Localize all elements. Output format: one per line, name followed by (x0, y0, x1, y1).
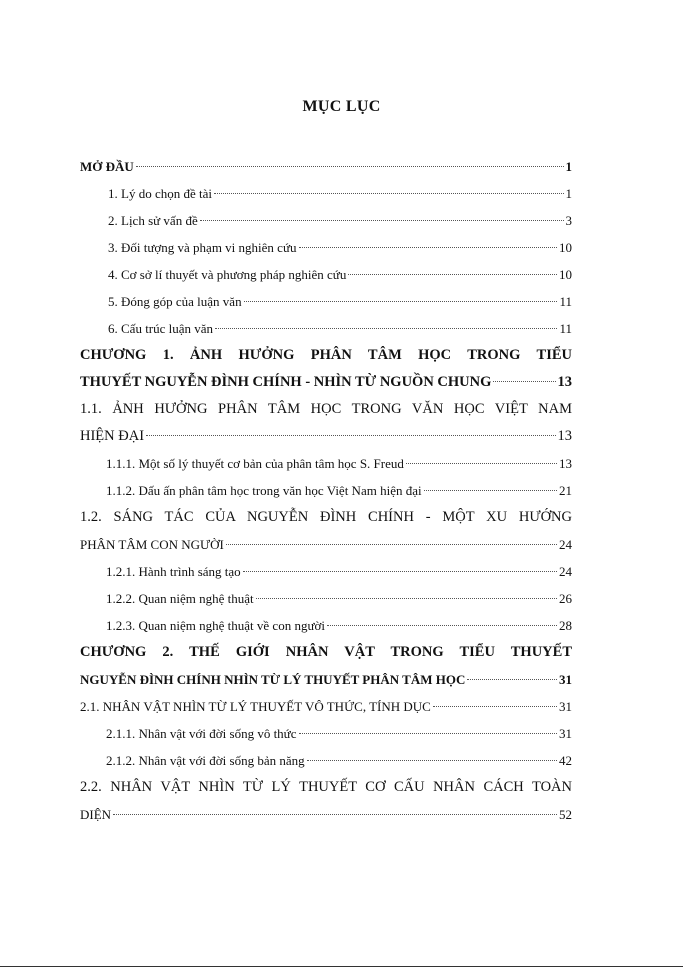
dot-leader (215, 328, 557, 329)
page-bottom-rule (0, 966, 683, 967)
toc-entry-intro[interactable]: MỞ ĐẦU 1 (80, 159, 572, 174)
toc-entry-section[interactable]: 1.1. ẢNH HƯỞNG PHÂN TÂM HỌC TRONG VĂN HỌC VIỆT NAM HIỆN ĐẠI 13 (80, 401, 572, 444)
dot-leader (256, 598, 557, 599)
toc-entry[interactable]: 1.1.1. Một số lý thuyết cơ bản của phân tâm học S. Freud 13 (106, 456, 572, 471)
toc-entry-section[interactable]: 1.2. SÁNG TÁC CỦA NGUYỄN ĐÌNH CHÍNH - MỘT XU HƯỚNG PHÂN TÂM CON NGƯỜI 24 (80, 509, 572, 552)
toc-entry[interactable]: 1.2.1. Hành trình sáng tạo 24 (106, 564, 572, 579)
dot-leader (327, 625, 557, 626)
toc-entry[interactable]: 2.1.1. Nhân vật với đời sống vô thức 31 (106, 726, 572, 741)
toc-entry[interactable]: 1.2.2. Quan niệm nghệ thuật 26 (106, 591, 572, 606)
dot-leader (424, 490, 557, 491)
toc-entry[interactable]: 5. Đóng góp của luận văn 11 (108, 294, 572, 309)
dot-leader (136, 166, 564, 167)
toc-entry[interactable]: 6. Cấu trúc luận văn 11 (108, 321, 572, 336)
dot-leader (433, 706, 557, 707)
dot-leader (226, 544, 557, 545)
dot-leader (467, 679, 557, 680)
dot-leader (493, 381, 555, 382)
toc-entry[interactable]: 1. Lý do chọn đề tài 1 (108, 186, 572, 201)
dot-leader (214, 193, 564, 194)
toc-entry[interactable]: 3. Đối tượng và phạm vi nghiên cứu 10 (108, 240, 572, 255)
toc-entry[interactable]: 2. Lịch sử vấn đề 3 (108, 213, 572, 228)
dot-leader (146, 435, 555, 436)
dot-leader (299, 247, 558, 248)
dot-leader (406, 463, 557, 464)
toc-title: MỤC LỤC (302, 98, 381, 115)
dot-leader (200, 220, 564, 221)
dot-leader (348, 274, 557, 275)
dot-leader (299, 733, 558, 734)
toc-entry[interactable]: 1.1.2. Dấu ấn phân tâm học trong văn học Việt Nam hiện đại 21 (106, 483, 572, 498)
toc-entry-section[interactable]: 2.2. NHÂN VẬT NHÌN TỪ LÝ THUYẾT CƠ CẤU NHÂN CÁCH TOÀN DIỆN 52 (80, 779, 572, 822)
toc-entry[interactable]: 1.2.3. Quan niệm nghệ thuật về con người 28 (106, 618, 572, 633)
toc-entry[interactable]: 2.1.2. Nhân vật với đời sống bản năng 42 (106, 753, 572, 768)
dot-leader (244, 301, 558, 302)
dot-leader (113, 814, 557, 815)
toc-entry-chapter-1[interactable]: CHƯƠNG 1. ẢNH HƯỞNG PHÂN TÂM HỌC TRONG TIỂU THUYẾT NGUYỄN ĐÌNH CHÍNH - NHÌN TỪ NGUỒN CHUNG 13 (80, 347, 572, 390)
toc-entry[interactable]: 4. Cơ sở lí thuyết và phương pháp nghiên cứu 10 (108, 267, 572, 282)
dot-leader (243, 571, 557, 572)
dot-leader (307, 760, 557, 761)
toc-entry-section[interactable]: 2.1. NHÂN VẬT NHÌN TỪ LÝ THUYẾT VÔ THỨC, TÍNH DỤC 31 (80, 699, 572, 714)
toc-entry-chapter-2[interactable]: CHƯƠNG 2. THẾ GIỚI NHÂN VẬT TRONG TIỂU THUYẾT NGUYỄN ĐÌNH CHÍNH NHÌN TỪ LÝ THUYẾT PHÂN TÂM HỌC 31 (80, 644, 572, 687)
table-of-contents (80, 153, 572, 828)
